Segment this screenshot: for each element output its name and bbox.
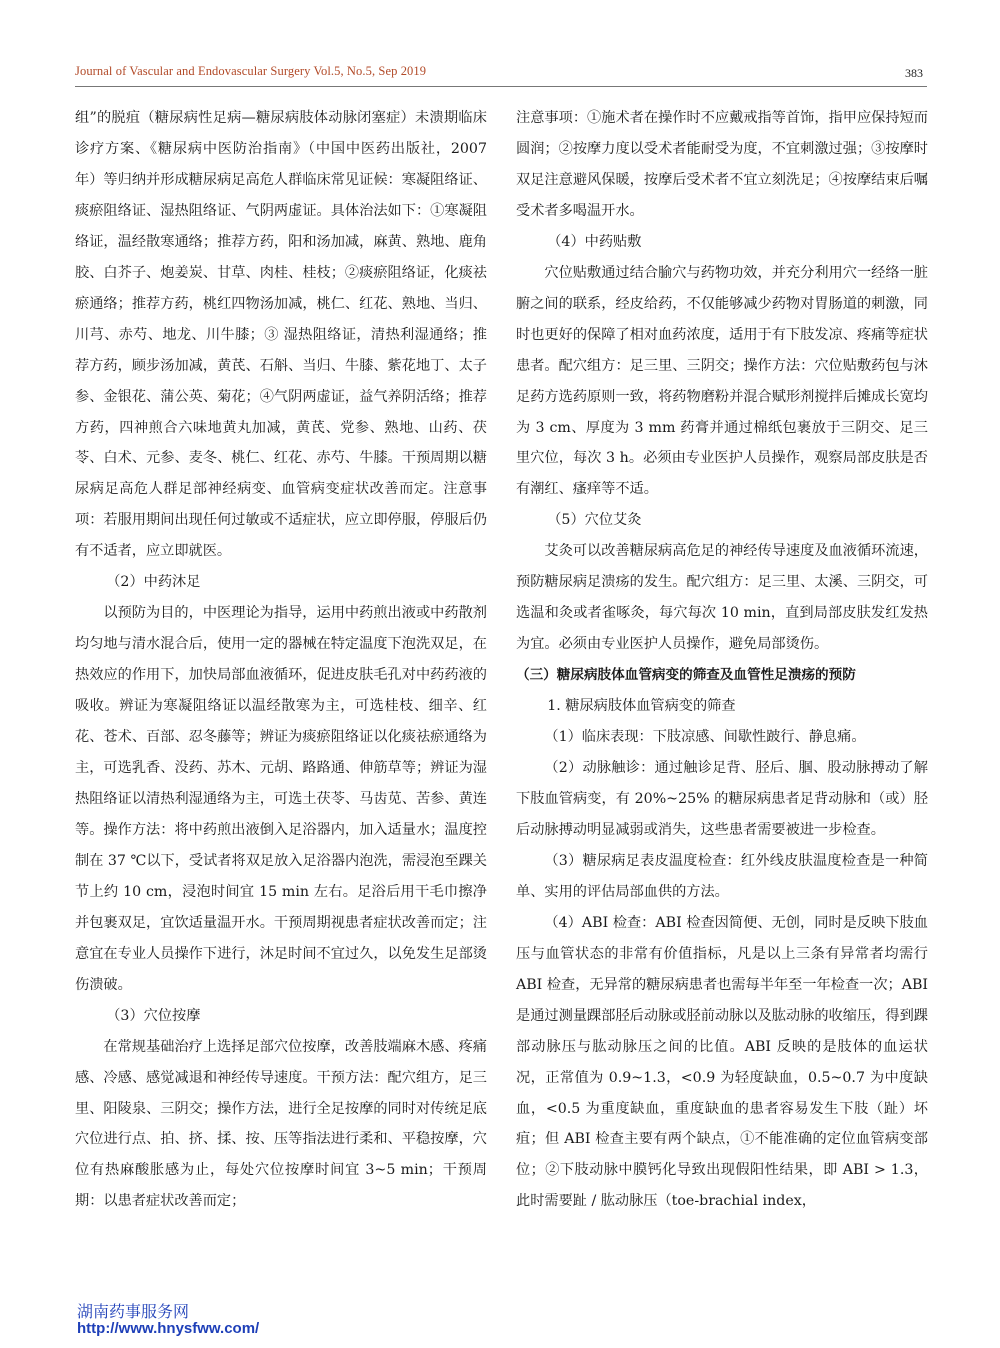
page-number: 383	[905, 66, 923, 80]
body-paragraph: （4）ABI 检查：ABI 检查因简便、无创，同时是反映下肢血压与血管状态的非常有价值指标，凡是以上三条有异常者均需行 ABI 检查，无异常的糖尿病患者也需每半年至一年检查一次；ABI 是通过测量踝部胫后动脉或胫前动脉以及肱动脉的收缩压，得到踝部动脉压与肱动脉压之间的比值。ABI 反映的是肢体的血运状况，正常值为 0.9~1.3，<0.9 为轻度缺血，0.5~0.7 为中度缺血，<0.5 为重度缺血，重度缺血的患者容易发生下肢（趾）坏疽；但 ABI 检查主要有两个缺点，①不能准确的定位血管病变部位；②下肢动脉中膜钙化导致出现假阳性结果，即 ABI > 1.3，此时需要趾 / 肱动脉压（toe-brachial index，	[516, 914, 928, 1210]
section-heading: （三）糖尿病肢体血管病变的筛查及血管性足溃疡的预防	[516, 667, 856, 684]
subsection-heading: （3）穴位按摩	[106, 1007, 201, 1024]
subsection-heading: （2）中药沐足	[106, 574, 201, 591]
footer-url-link[interactable]: http://www.hnysfww.com/	[77, 1320, 260, 1337]
continued-paragraph: 组”的脱疽（糖尿病性足病—糖尿病肢体动脉闭塞症）未溃期临床诊疗方案、《糖尿病中医防治指南》（中国中医药出版社，2007 年）等归纳并形成糖尿病足高危人群临床常见证候：寒凝阻络证、痰瘀阻络证、湿热阻络证、气阴两虚证。具体治法如下：①寒凝阻络证，温经散寒通络；推荐方药，阳和汤加减，麻黄、熟地、鹿角胶、白芥子、炮姜炭、甘草、肉桂、桂枝；②痰瘀阻络证，化痰祛瘀通络；推荐方药，桃红四物汤加减，桃仁、红花、熟地、当归、川芎、赤芍、地龙、川牛膝；③ 湿热阻络证，清热利湿通络；推荐方药，顾步汤加减，黄芪、石斛、当归、牛膝、紫花地丁、太子参、金银花、蒲公英、菊花；④气阴两虚证，益气养阴活络；推荐方药，四神煎合六味地黄丸加减，黄芪、党参、熟地、山药、茯苓、白术、元参、麦冬、桃仁、红花、赤芍、牛膝。干预周期以糖尿病足高危人群足部神经病变、血管病变症状改善而定。注意事项：若服用期间出现任何过敏或不适症状，应立即停服，停服后仍有不适者，应立即就医。	[75, 110, 487, 560]
left-column	[75, 103, 487, 1217]
subsection-heading: （4）中药贴敷	[547, 233, 642, 250]
subsection-heading: 1. 糖尿病肢体血管病变的筛查	[547, 698, 736, 715]
body-paragraph: （2）动脉触诊：通过触诊足背、胫后、腘、股动脉搏动了解下肢血管病变，有 20%~25% 的糖尿病患者足背动脉和（或）胫后动脉搏动明显减弱或消失，这些患者需要被进一步检查。	[516, 760, 928, 838]
continued-paragraph: 注意事项：①施术者在操作时不应戴戒指等首饰，指甲应保持短而圆润；②按摩力度以受术者能耐受为度，不宜刺激过强；③按摩时双足注意避风保暖，按摩后受术者不宜立刻洗足；④按摩结束后嘱受术者多喝温开水。	[516, 110, 928, 219]
header-divider	[75, 86, 927, 87]
subsection-heading: （5）穴位艾灸	[547, 512, 642, 529]
right-column	[516, 103, 928, 1217]
body-paragraph: 艾灸可以改善糖尿病高危足的神经传导速度及血液循环流速，预防糖尿病足溃疡的发生。配穴组方：足三里、太溪、三阴交，可选温和灸或者雀啄灸，每穴每次 10 min，直到局部皮肤发红发热为宜。必须由专业医护人员操作，避免局部烫伤。	[516, 543, 928, 653]
body-paragraph: 在常规基础治疗上选择足部穴位按摩，改善肢端麻木感、疼痛感、冷感、感觉减退和神经传导速度。干预方法：配穴组方，足三里、阳陵泉、三阴交；操作方法，进行全足按摩的同时对传统足底穴位进行点、拍、挤、揉、按、压等指法进行柔和、平稳按摩，穴位有热麻酸胀感为止，每处穴位按摩时间宜 3~5 min；干预周期：以患者症状改善而定；	[75, 1038, 487, 1210]
footer-site-name: 湖南药事服务网	[77, 1302, 190, 1321]
journal-header: Journal of Vascular and Endovascular Surgery Vol.5, No.5, Sep 2019	[75, 64, 427, 78]
body-paragraph: 穴位贴敷通过结合腧穴与药物功效，并充分利用穴一经络一脏腑之间的联系，经皮给药，不仅能够减少药物对胃肠道的刺激，同时也更好的保障了相对血药浓度，适用于有下肢发凉、疼痛等症状患者。配穴组方：足三里、三阴交；操作方法：穴位贴敷药包与沐足药方选药原则一致，将药物磨粉并混合赋形剂搅拌后摊成长宽均为 3 cm、厚度为 3 mm 药膏并通过棉纸包裹放于三阴交、足三里穴位，每次 3 h。必须由专业医护人员操作，观察局部皮肤是否有潮红、瘙痒等不适。	[516, 264, 928, 498]
body-paragraph: （3）糖尿病足表皮温度检查：红外线皮肤温度检查是一种简单、实用的评估局部血供的方法。	[516, 852, 928, 900]
body-paragraph: （1）临床表现：下肢凉感、间歇性跛行、静息痛。	[544, 729, 866, 746]
body-paragraph: 以预防为目的，中医理论为指导，运用中药煎出液或中药散剂均匀地与清水混合后，使用一定的器械在特定温度下泡洗双足，在热效应的作用下，加快局部血液循环，促进皮肤毛孔对中药药液的吸收。辨证为寒凝阻络证以温经散寒为主，可选桂枝、细辛、红花、苍术、百部、忍冬藤等；辨证为痰瘀阻络证以化痰祛瘀通络为主，可选乳香、没药、苏木、元胡、路路通、伸筋草等；辨证为湿热阻络证以清热利湿通络为主，可选土茯苓、马齿苋、苦参、黄连等。操作方法：将中药煎出液倒入足浴器内，加入适量水；温度控制在 37 ℃以下，受试者将双足放入足浴器内泡洗，需浸泡至踝关节上约 10 cm，浸泡时间宜 15 min 左右。足浴后用干毛巾擦净并包裹双足，宜饮适量温开水。干预周期视患者症状改善而定；注意宜在专业人员操作下进行，沐足时间不宜过久，以免发生足部烫伤溃破。	[75, 605, 487, 993]
